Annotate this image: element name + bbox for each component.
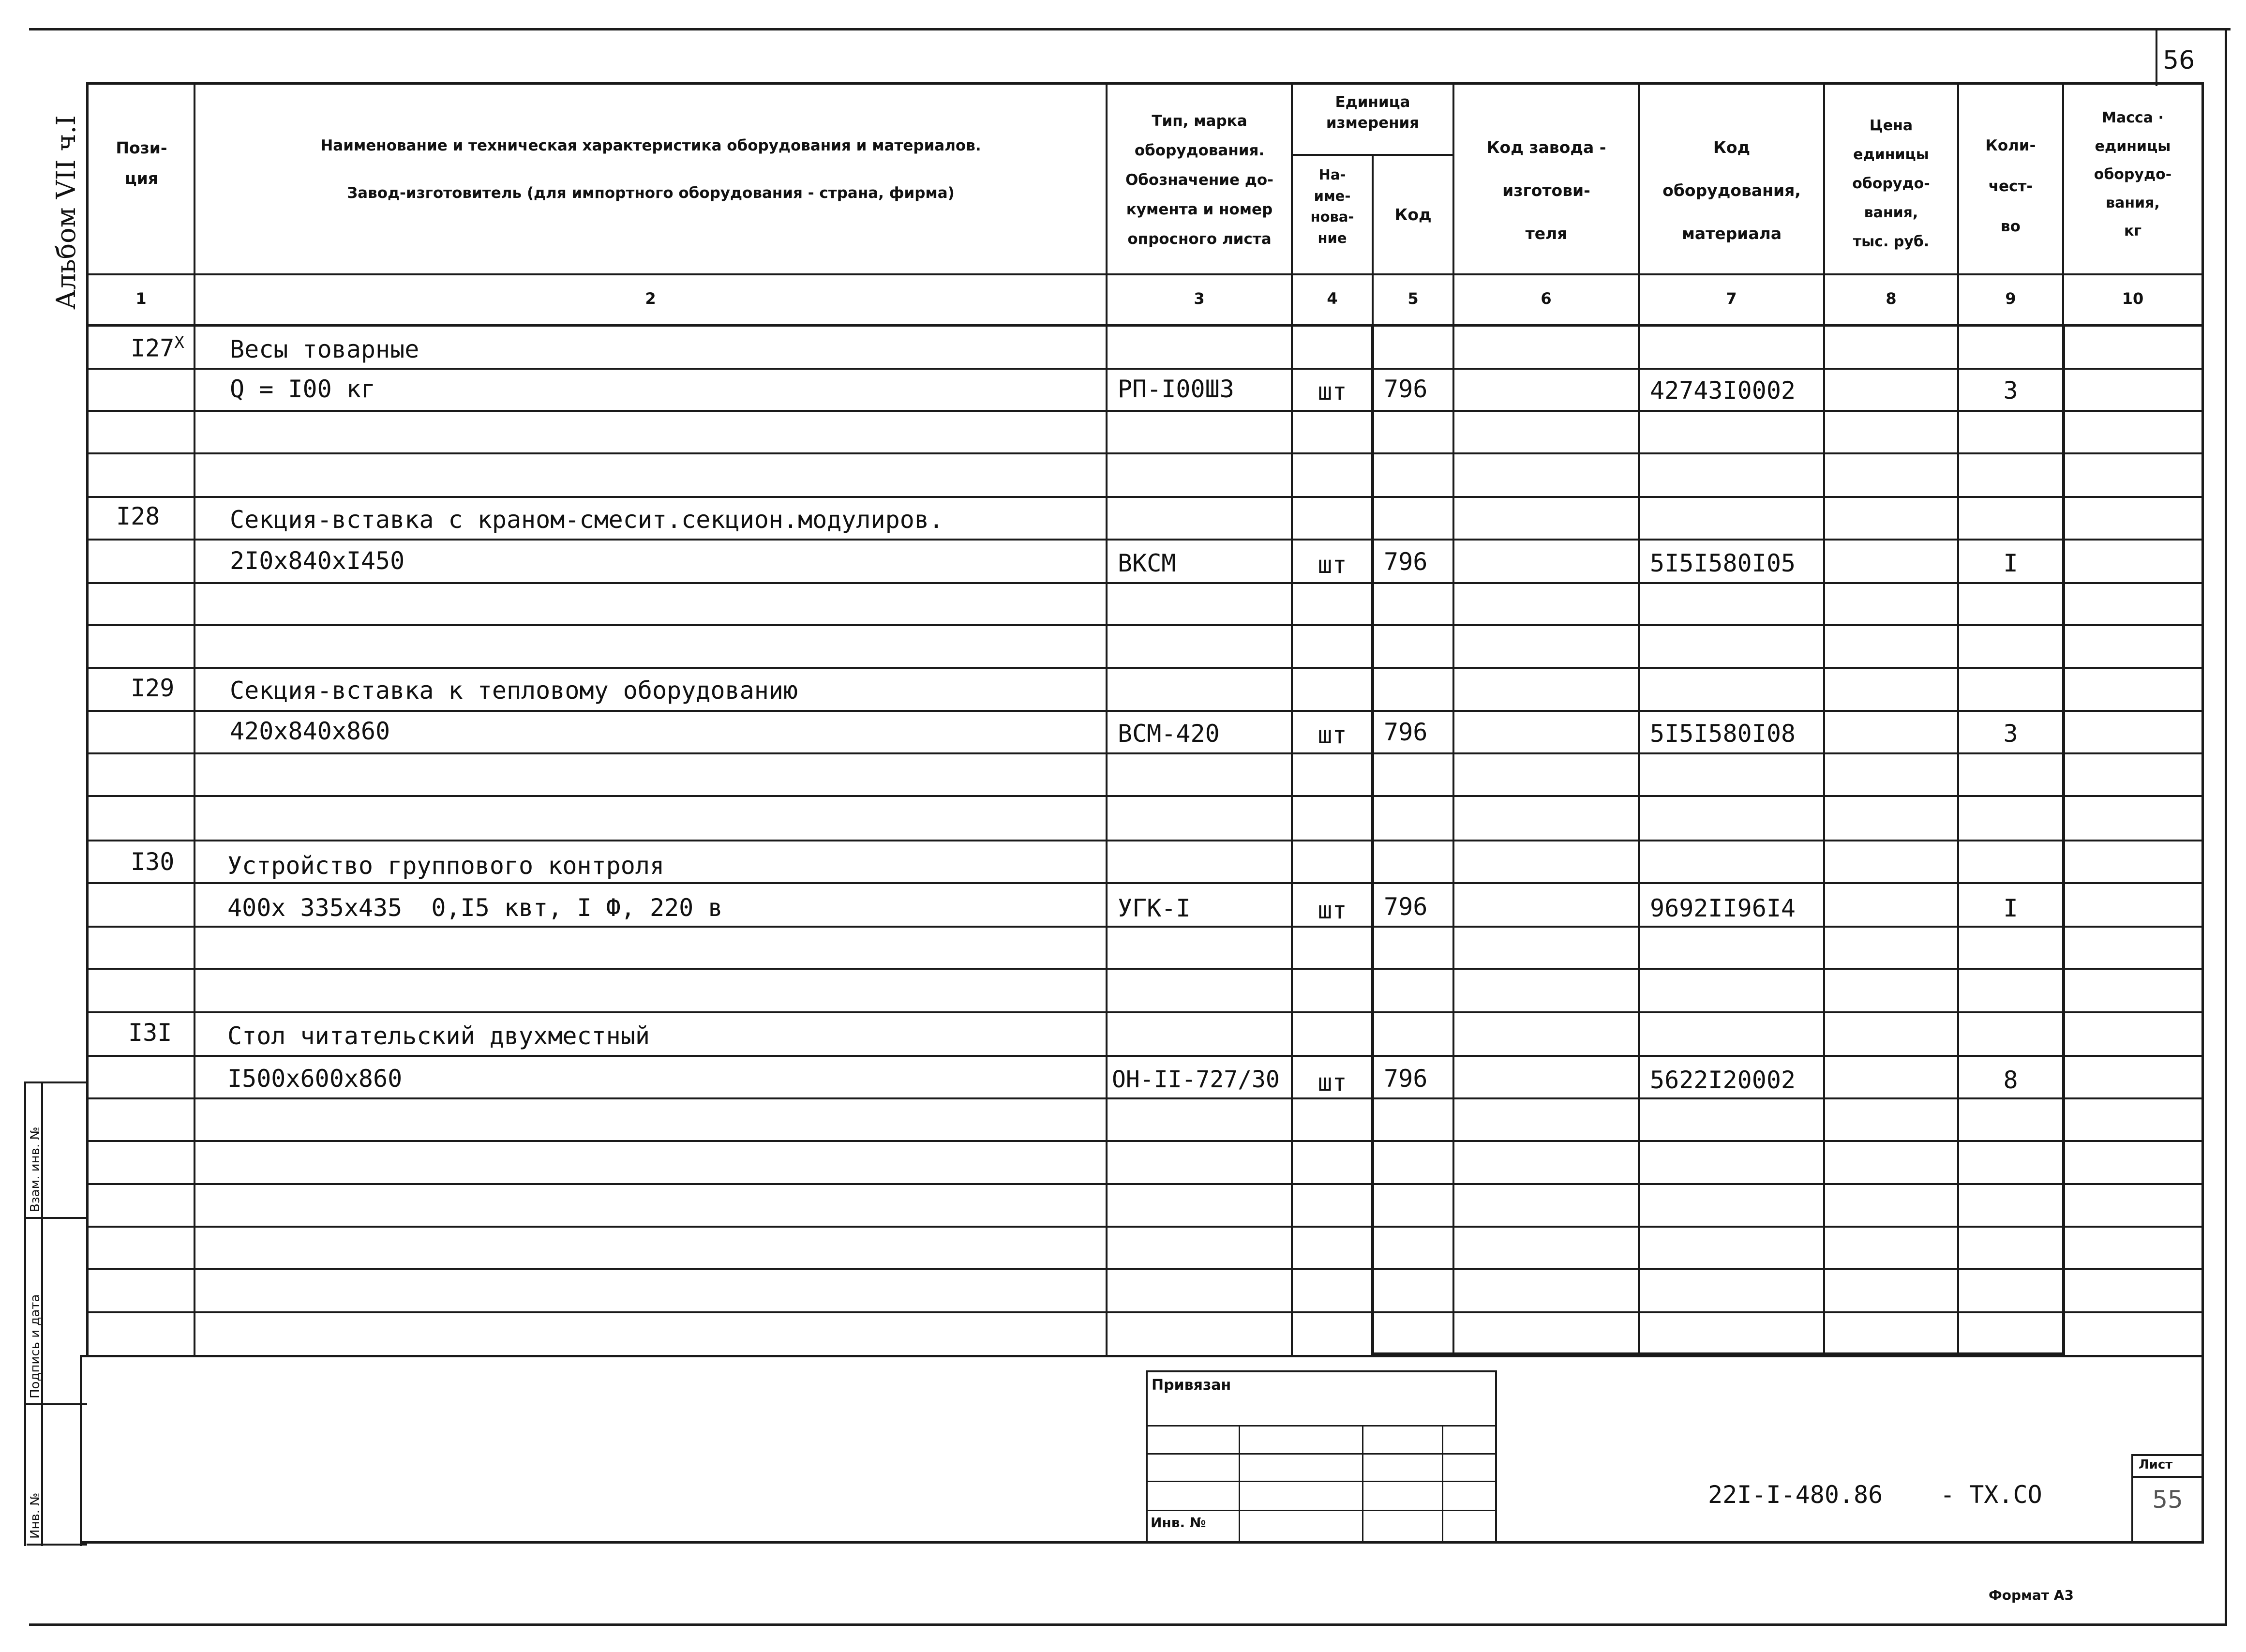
item-qty: I — [2003, 894, 2018, 922]
col-number: 5 — [1407, 289, 1419, 308]
side-label-signature: Подпись и дата — [28, 1294, 43, 1398]
item-spec: 400x 335x435 0,I5 квт, I Ф, 220 в — [227, 894, 723, 922]
document-suffix: - ТХ.СО — [1940, 1481, 2042, 1509]
table-left — [86, 82, 89, 1355]
side-label-inv: Инв. № — [28, 1492, 43, 1539]
item-unit: шт — [1318, 1068, 1347, 1096]
item-name: Стол читательский двухместный — [227, 1022, 650, 1050]
item-position: I29 — [131, 674, 175, 702]
col-number: 6 — [1541, 289, 1552, 308]
item-unit-code: 796 — [1384, 375, 1428, 403]
item-unit: шт — [1318, 721, 1347, 749]
col-number: 8 — [1886, 289, 1897, 308]
item-code: 5I5I580I08 — [1650, 720, 1796, 748]
item-type: ВКСМ — [1118, 549, 1176, 577]
item-name: Весы товарные — [230, 335, 419, 363]
col-number: 2 — [645, 289, 656, 308]
item-spec: 420x840x860 — [230, 717, 390, 745]
item-name: Устройство группового контроля — [227, 852, 665, 880]
item-unit-code: 796 — [1384, 1065, 1428, 1093]
item-position: I3I — [128, 1019, 172, 1047]
header-manufacturer: Завод-изготовитель (для импортного оборудования - страна, фирма) — [347, 184, 955, 202]
item-qty: 8 — [2003, 1066, 2018, 1094]
item-spec: 2I0x840xI450 — [230, 547, 405, 575]
item-type: ОН-II-727/30 — [1112, 1066, 1280, 1093]
col-number: 3 — [1194, 289, 1205, 308]
item-type: ВСМ-420 — [1118, 720, 1220, 748]
header-position: Пози- ция — [116, 138, 167, 188]
col-number: 1 — [135, 289, 147, 308]
side-label-replaced-inv: Взам. инв. № — [28, 1126, 43, 1212]
item-qty: 3 — [2003, 720, 2018, 748]
item-unit: шт — [1318, 377, 1347, 405]
item-code: 42743I0002 — [1650, 376, 1796, 405]
sheet-number: 55 — [2152, 1486, 2183, 1514]
item-unit-code: 796 — [1384, 718, 1428, 746]
header-name: Наименование и техническая характеристика оборудования и материалов. — [320, 137, 981, 154]
inv-no-label: Инв. № — [1151, 1515, 1206, 1531]
item-type: УГК-I — [1118, 894, 1191, 922]
top-rule — [29, 28, 2231, 30]
header-quantity: Коли- чест- во — [1985, 137, 2036, 236]
album-label: Альбом VII ч.I — [51, 115, 81, 310]
bottom-rule — [29, 1623, 2227, 1626]
item-unit: шт — [1318, 551, 1347, 579]
header-mass: Масса · единицы оборудо- вания, кг — [2094, 109, 2172, 240]
col-number: 7 — [1726, 289, 1737, 308]
header-unit-code: Код — [1394, 205, 1432, 224]
col-number: 9 — [2005, 289, 2016, 308]
item-spec: I500x600x860 — [227, 1065, 403, 1093]
item-unit-code: 796 — [1384, 548, 1428, 576]
item-spec: Q = I00 кг — [230, 375, 376, 403]
document-code: 22I-I-480.86 — [1708, 1481, 1883, 1509]
col-number: 4 — [1327, 289, 1338, 308]
item-unit: шт — [1318, 896, 1347, 924]
col-number: 10 — [2122, 289, 2144, 308]
table-top — [87, 82, 2204, 85]
header-type: Тип, марка оборудования. Обозначение до- кумента и номер опросного листа — [1125, 112, 1274, 248]
item-qty: 3 — [2003, 376, 2018, 405]
header-unit: Единица измерения — [1326, 93, 1420, 132]
item-type: РП-I00ШЗ — [1118, 375, 1234, 403]
item-qty: I — [2003, 549, 2018, 577]
item-code: 5622I20002 — [1650, 1066, 1796, 1094]
header-price: Цена единицы оборудо- вания, тыс. руб. — [1852, 117, 1930, 250]
item-unit-code: 796 — [1384, 893, 1428, 921]
item-position: $I27^X$ — [131, 333, 184, 362]
item-code: 5I5I580I05 — [1650, 549, 1796, 577]
header-equipment-code: Код оборудования, материала — [1662, 138, 1801, 243]
item-position: I28 — [116, 502, 160, 530]
right-border — [2225, 28, 2227, 1625]
header-factory-code: Код завода - изготови- теля — [1486, 138, 1606, 243]
item-name: Секция-вставка к тепловому оборудованию — [230, 676, 798, 705]
item-name: Секция-вставка с краном-смесит.секцион.модулиров. — [230, 506, 944, 534]
page-number: 56 — [2163, 46, 2195, 75]
header-unit-name: На- име- нова- ние — [1310, 166, 1354, 246]
privyazan-label: Привязан — [1152, 1377, 1231, 1394]
format-label: Формат А3 — [1989, 1587, 2074, 1603]
sheet-label: Лист — [2139, 1457, 2173, 1472]
item-position: I30 — [131, 848, 175, 876]
item-code: 9692II96I4 — [1650, 894, 1796, 922]
